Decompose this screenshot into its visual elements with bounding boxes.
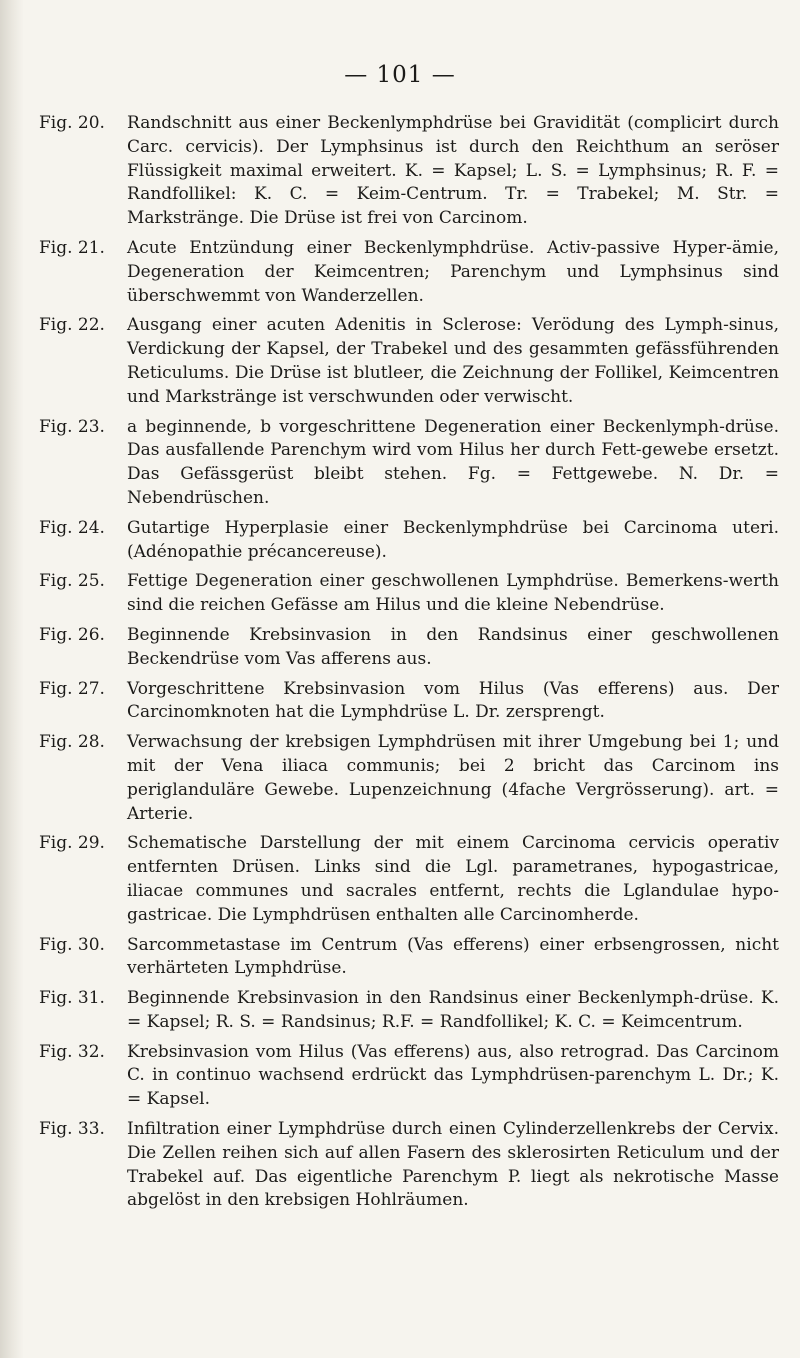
figure-label: Fig. 29.: [39, 833, 105, 854]
figure-label: Fig. 33.: [39, 1119, 105, 1140]
figure-caption-31: [39, 987, 779, 1035]
figure-description: Beginnende Krebsinvasion in den Randsinus einer geschwollenen Beckendrüse vom Vas afferens aus.: [127, 624, 779, 669]
figure-description: Verwachsung der krebsigen Lymphdrüsen mit ihrer Umgebung bei 1; und mit der Vena iliaca communis; bei 2 bricht das Carcinom ins periglanduläre Gewebe. Lupenzeichnung (4fache Vergrösserung). art. = Arterie.: [127, 732, 779, 824]
figure-caption-21: [39, 237, 779, 308]
figure-caption-25: [39, 570, 779, 618]
figure-label: Fig. 28.: [39, 732, 105, 753]
binding-gutter-shadow: [0, 0, 24, 1358]
figure-label: Fig. 22.: [39, 315, 105, 336]
figure-caption-list: [39, 112, 779, 1219]
figure-label: Fig. 21.: [39, 237, 105, 258]
figure-label: Fig. 24.: [39, 517, 105, 538]
figure-label: Fig. 32.: [39, 1041, 105, 1062]
figure-label: Fig. 26.: [39, 624, 105, 645]
figure-description: Sarcommetastase im Centrum (Vas efferens) einer erbsengrossen, nicht verhärteten Lymphdrüse.: [127, 934, 779, 979]
figure-description: Krebsinvasion vom Hilus (Vas efferens) aus, also retrograd. Das Carcinom C. in continuo wachsend erdrückt das Lymphdrüsen-parenchym L. Dr.; K. = Kapsel.: [127, 1041, 779, 1110]
figure-description: Ausgang einer acuten Adenitis in Sclerose: Verödung des Lymph-sinus, Verdickung der Kapsel, der Trabekel und des gesammten gefässführenden Reticulums. Die Drüse ist blutleer, die Zeichnung der Follikel, Keimcentren und Markstränge ist verschwunden oder verwischt.: [127, 315, 779, 407]
figure-label: Fig. 20.: [39, 113, 105, 133]
figure-caption-23: [39, 416, 779, 511]
figure-caption-22: [39, 314, 779, 409]
figure-description: Acute Entzündung einer Beckenlymphdrüse. Activ-passive Hyper-ämie, Degeneration der Keimcentren; Parenchym und Lymphsinus sind überschwemmt von Wanderzellen.: [127, 237, 779, 306]
figure-label: Fig. 30.: [39, 934, 105, 955]
figure-caption-26: [39, 624, 779, 672]
figure-caption-28: [39, 731, 779, 826]
figure-caption-24: [39, 517, 779, 565]
figure-description: Randschnitt aus einer Beckenlymphdrüse bei Gravidität (complicirt durch Carc. cervicis). Der Lymphsinus ist durch den Reichthum an seröser Flüssigkeit maximal erweitert. K. = Kapsel; L. S. = Lymphsinus; R. F. = Randfollikel: K. C. = Keim-Centrum. Tr. = Trabekel; M. Str. = Markstränge. Die Drüse ist frei von Carcinom.: [127, 113, 779, 229]
page-number: — 101 —: [344, 62, 456, 88]
figure-label: Fig. 27.: [39, 678, 105, 699]
figure-description: Beginnende Krebsinvasion in den Randsinus einer Beckenlymph-drüse. K. = Kapsel; R. S. = Randsinus; R.F. = Randfollikel; K. C. = Keimcentrum.: [127, 988, 779, 1032]
figure-caption-30: [39, 934, 779, 982]
figure-caption-27: [39, 678, 779, 726]
figure-caption-20: [39, 112, 779, 231]
figure-description: Fettige Degeneration einer geschwollenen Lymphdrüse. Bemerkens-werth sind die reichen Gefässe am Hilus und die kleine Nebendrüse.: [127, 571, 779, 616]
figure-caption-33: [39, 1118, 779, 1213]
figure-caption-32: [39, 1041, 779, 1112]
figure-caption-29: [39, 832, 779, 927]
figure-description: a beginnende, b vorgeschrittene Degeneration einer Beckenlymph-drüse. Das ausfallende Parenchym wird vom Hilus her durch Fett-gewebe ersetzt. Das Gefässgerüst bleibt stehen. Fg. = Fettgewebe. N. Dr. = Nebendrüschen.: [127, 416, 779, 508]
figure-label: Fig. 23.: [39, 416, 105, 437]
figure-description: Infiltration einer Lymphdrüse durch einen Cylinderzellenkrebs der Cervix. Die Zellen reihen sich auf allen Fasern des sklerosirten Reticulum und der Trabekel auf. Das eigentliche Parenchym P. liegt als nekrotische Masse abgelöst in den krebsigen Hohlräumen.: [127, 1119, 779, 1211]
figure-label: Fig. 25.: [39, 571, 105, 592]
figure-description: Vorgeschrittene Krebsinvasion vom Hilus (Vas efferens) aus. Der Carcinomknoten hat die Lymphdrüse L. Dr. zersprengt.: [127, 678, 779, 723]
figure-description: Gutartige Hyperplasie einer Beckenlymphdrüse bei Carcinoma uteri. (Adénopathie précancereuse).: [127, 517, 779, 562]
figure-description: Schematische Darstellung der mit einem Carcinoma cervicis operativ entfernten Drüsen. Links sind die Lgl. parametranes, hypogastricae, iliacae communes und sacrales entfernt, rechts die Lglandulae hypo-gastricae. Die Lymphdrüsen enthalten alle Carcinomherde.: [127, 833, 779, 925]
figure-label: Fig. 31.: [39, 988, 105, 1009]
